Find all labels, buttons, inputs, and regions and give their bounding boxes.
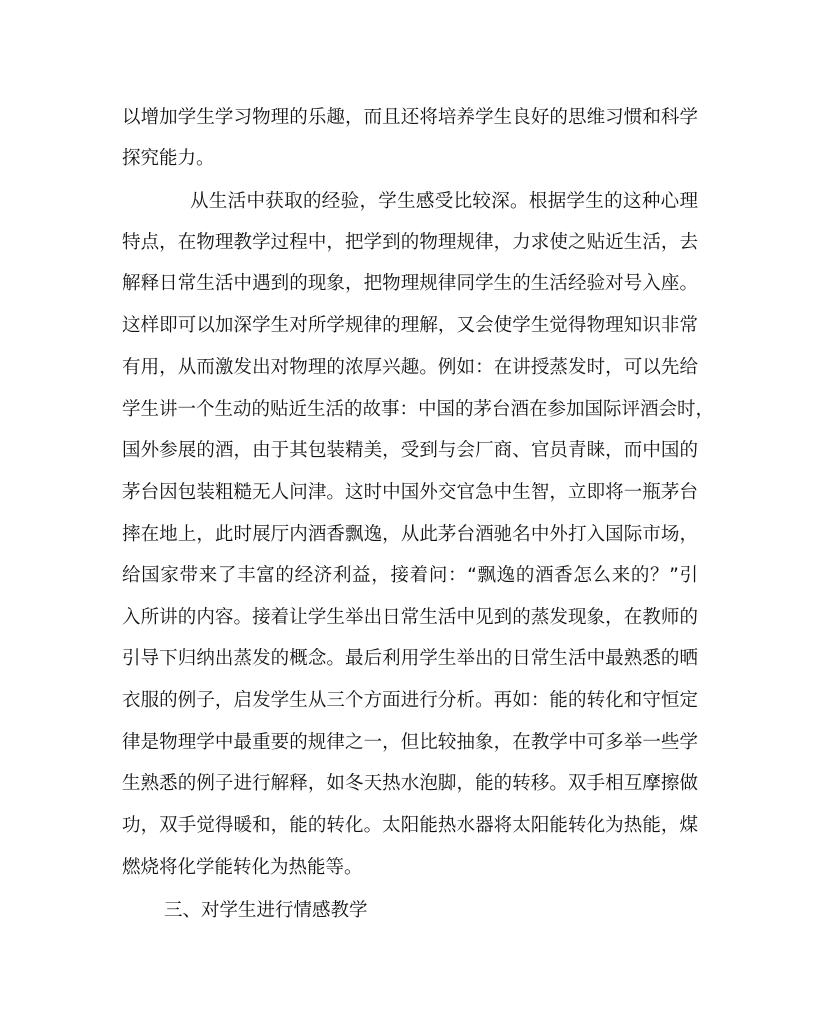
paragraph-line: 摔在地上，此时展厅内酒香飘逸，从此茅台酒驰名中外打入国际市场， [122, 524, 698, 545]
paragraph-line: 以增加学生学习物理的乐趣，而且还将培养学生良好的思维习惯和科学 [122, 107, 698, 128]
paragraph-line: 给国家带来了丰富的经济利益，接着问：“飘逸的酒香怎么来的？”引 [122, 565, 698, 586]
paragraph-line: 学生讲一个生动的贴近生活的故事：中国的茅台酒在参加国际评酒会时， [122, 399, 715, 420]
paragraph-line: 引导下归纳出蒸发的概念。最后利用学生举出的日常生活中最熟悉的晒 [122, 648, 698, 669]
paragraph-line: 解释日常生活中遇到的现象，把物理规律同学生的生活经验对号入座。 [122, 273, 698, 294]
paragraph-line: 探究能力。 [122, 148, 215, 169]
paragraph-line: 律是物理学中最重要的规律之一，但比较抽象，在教学中可多举一些学 [122, 732, 698, 753]
paragraph-line: 入所讲的内容。接着让学生举出日常生活中见到的蒸发现象，在教师的 [122, 607, 698, 628]
paragraph-line: 茅台因包装粗糙无人问津。这时中国外交官急中生智，立即将一瓶茅台 [122, 482, 698, 503]
paragraph-line: 这样即可以加深学生对所学规律的理解，又会使学生觉得物理知识非常 [122, 315, 698, 336]
paragraph-line: 燃烧将化学能转化为热能等。 [122, 857, 363, 878]
paragraph-line: 国外参展的酒，由于其包装精美，受到与会厂商、官员青睐，而中国的 [122, 440, 698, 461]
paragraph-line: 功，双手觉得暖和，能的转化。太阳能热水器将太阳能转化为热能，煤 [122, 815, 698, 836]
paragraph-line: 衣服的例子，启发学生从三个方面进行分析。再如：能的转化和守恒定 [122, 690, 698, 711]
paragraph-first-line: 从生活中获取的经验，学生感受比较深。根据学生的这种心理 [190, 191, 698, 212]
paragraph-line: 有用，从而激发出对物理的浓厚兴趣。例如：在讲授蒸发时，可以先给 [122, 357, 698, 378]
section-heading: 三、对学生进行情感教学 [164, 900, 368, 921]
paragraph-line: 生熟悉的例子进行解释，如冬天热水泡脚，能的转移。双手相互摩擦做 [122, 773, 698, 794]
paragraph-line: 特点，在物理教学过程中，把学到的物理规律，力求使之贴近生活，去 [122, 232, 698, 253]
